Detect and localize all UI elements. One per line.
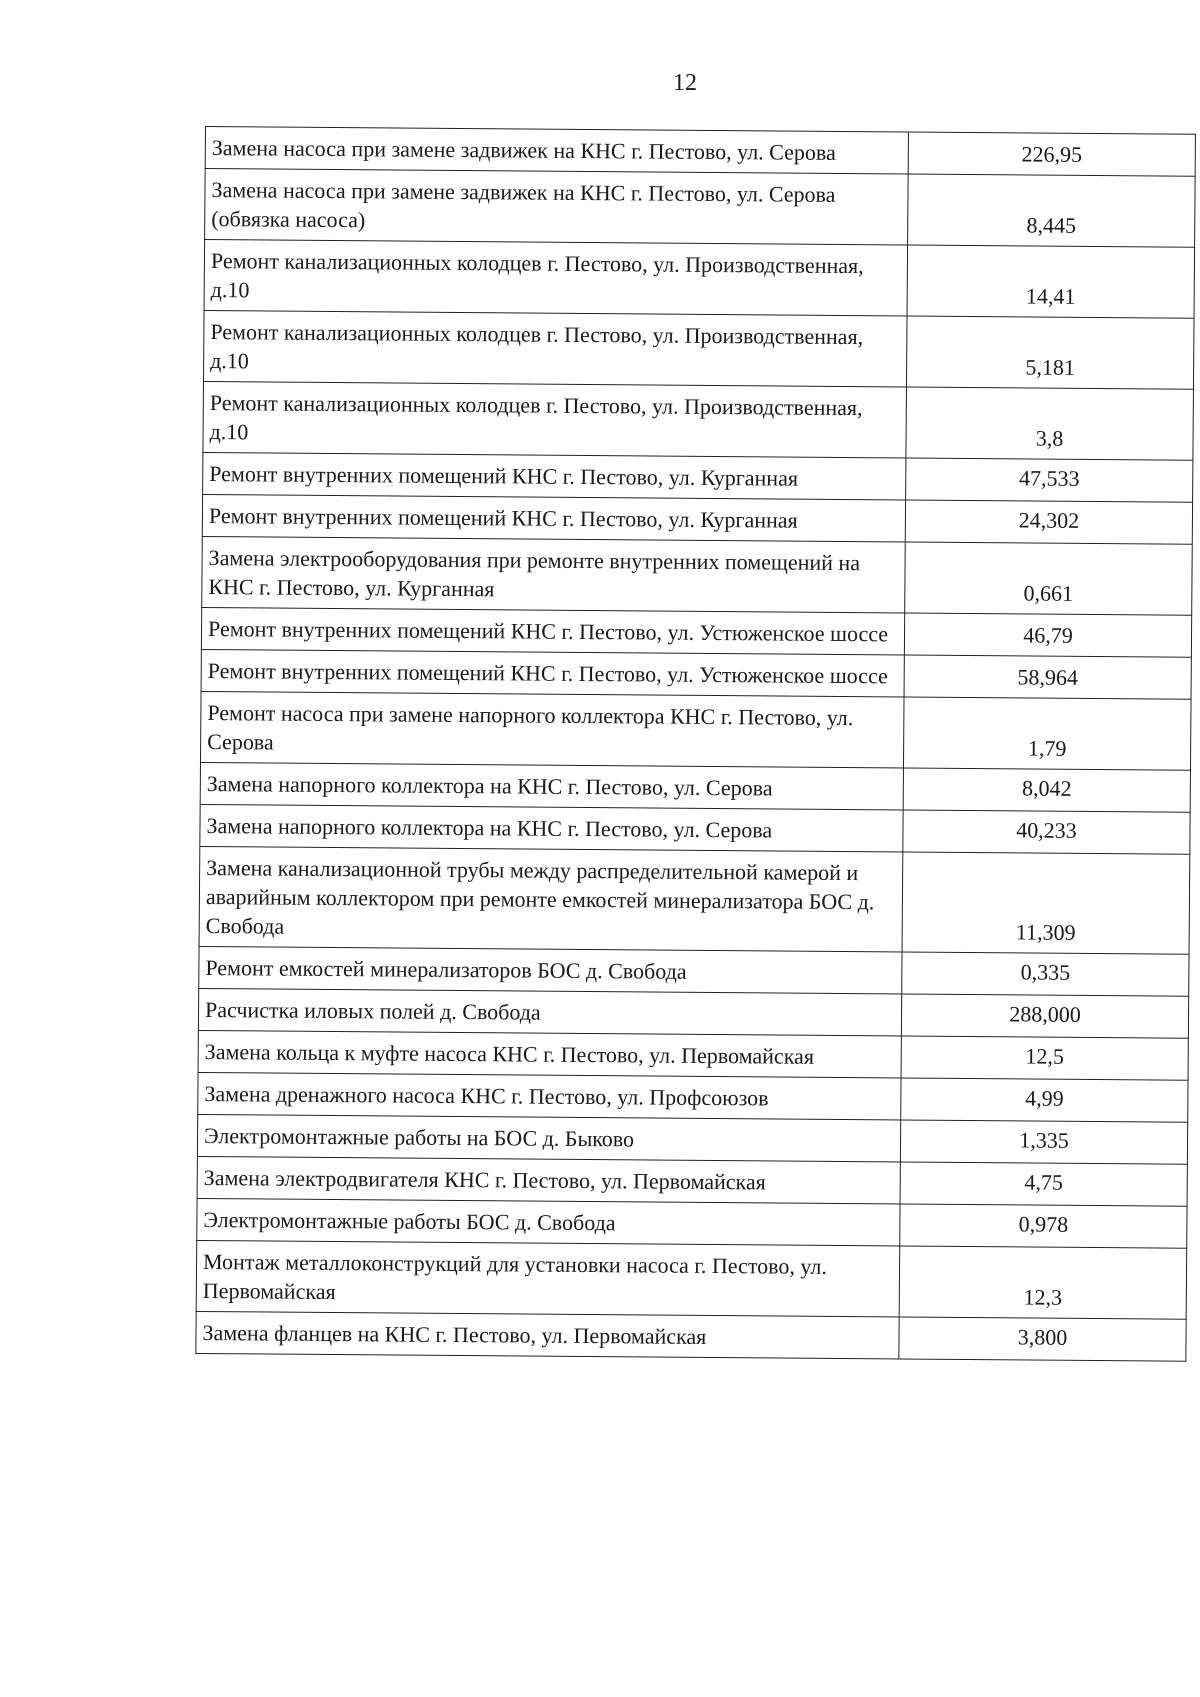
table-row xyxy=(203,310,1194,389)
cost-value-cell: 11,309 xyxy=(902,852,1190,954)
work-description-cell: Ремонт внутренних помещений КНС г. Пестово, ул. Курганная xyxy=(203,452,906,500)
work-description-cell: Замена насоса при замене задвижек на КНС г. Пестово, ул. Серова (обвязка насоса) xyxy=(205,169,909,246)
cost-value-cell: 3,800 xyxy=(899,1317,1186,1361)
work-description-cell: Монтаж металлоконструкций для установки насоса г. Пестово, ул. Первомайская xyxy=(196,1240,900,1317)
cost-table-body xyxy=(196,127,1196,1362)
work-description-cell: Замена насоса при замене задвижек на КНС г. Пестово, ул. Серова xyxy=(205,127,908,175)
work-description-cell: Ремонт канализационных колодцев г. Пестово, ул. Производственная, д.10 xyxy=(203,310,907,387)
cost-value-cell: 5,181 xyxy=(906,316,1194,389)
work-description-cell: Замена напорного коллектора на КНС г. Пестово, ул. Серова xyxy=(200,762,903,810)
cost-table xyxy=(195,126,1196,1362)
work-description-cell: Ремонт насоса при замене напорного коллектора КНС г. Пестово, ул. Серова xyxy=(201,691,905,768)
cost-value-cell: 24,302 xyxy=(905,500,1192,544)
cost-value-cell: 58,964 xyxy=(904,655,1191,699)
work-description-cell: Электромонтажные работы БОС д. Свобода xyxy=(197,1198,900,1246)
table-row xyxy=(203,381,1194,460)
work-description-cell: Ремонт внутренних помещений КНС г. Пестово, ул. Устюженское шоссе xyxy=(201,607,904,655)
cost-value-cell: 46,79 xyxy=(904,613,1191,657)
cost-value-cell: 4,99 xyxy=(901,1078,1188,1122)
work-description-cell: Ремонт емкостей минерализаторов БОС д. Свобода xyxy=(199,946,902,994)
table-row xyxy=(202,536,1193,615)
work-description-cell: Ремонт внутренних помещений КНС г. Пестово, ул. Устюженское шоссе xyxy=(201,649,904,697)
work-description-cell: Замена электрооборудования при ремонте внутренних помещений на КНС г. Пестово, ул. Курганная xyxy=(202,536,906,613)
work-description-cell: Расчистка иловых полей д. Свобода xyxy=(198,988,901,1036)
cost-value-cell: 8,042 xyxy=(903,768,1190,812)
work-description-cell: Замена кольца к муфте насоса КНС г. Пестово, ул. Первомайская xyxy=(198,1030,901,1078)
work-description-cell: Замена напорного коллектора на КНС г. Пестово, ул. Серова xyxy=(200,804,903,852)
work-description-cell: Ремонт внутренних помещений КНС г. Пестово, ул. Курганная xyxy=(202,494,905,542)
cost-value-cell: 12,5 xyxy=(901,1036,1188,1080)
work-description-cell: Замена канализационной трубы между распределительной камерой и аварийным коллектором при ремонте емкостей минерализатора БОС д. Свобода xyxy=(199,846,903,952)
table-row xyxy=(199,846,1190,954)
work-description-cell: Замена фланцев на КНС г. Пестово, ул. Первомайская xyxy=(196,1311,899,1359)
cost-value-cell: 1,79 xyxy=(903,697,1191,770)
cost-value-cell: 1,335 xyxy=(900,1120,1187,1164)
cost-value-cell: 3,8 xyxy=(906,387,1194,460)
work-description-cell: Ремонт канализационных колодцев г. Пестово, ул. Производственная, д.10 xyxy=(203,381,907,458)
cost-value-cell: 226,95 xyxy=(908,132,1195,176)
cost-value-cell: 14,41 xyxy=(907,245,1195,318)
work-description-cell: Электромонтажные работы на БОС д. Быково xyxy=(197,1114,900,1162)
table-row xyxy=(205,169,1196,248)
work-description-cell: Замена дренажного насоса КНС г. Пестово, ул. Профсоюзов xyxy=(198,1072,901,1120)
cost-value-cell: 8,445 xyxy=(908,174,1196,247)
table-row xyxy=(204,240,1195,319)
cost-value-cell: 4,75 xyxy=(900,1162,1187,1206)
cost-value-cell: 12,3 xyxy=(899,1246,1187,1319)
table-row xyxy=(201,691,1192,770)
cost-value-cell: 0,335 xyxy=(902,952,1189,996)
cost-value-cell: 0,978 xyxy=(900,1204,1187,1248)
table-row xyxy=(196,1240,1187,1319)
cost-value-cell: 40,233 xyxy=(903,810,1190,854)
cost-value-cell: 47,533 xyxy=(906,458,1193,502)
page-number: 12 xyxy=(673,70,697,96)
cost-value-cell: 0,661 xyxy=(905,542,1193,615)
work-description-cell: Замена электродвигателя КНС г. Пестово, ул. Первомайская xyxy=(197,1156,900,1204)
work-description-cell: Ремонт канализационных колодцев г. Пестово, ул. Производственная, д.10 xyxy=(204,240,908,317)
cost-value-cell: 288,000 xyxy=(901,994,1188,1038)
table-row xyxy=(196,1311,1186,1361)
